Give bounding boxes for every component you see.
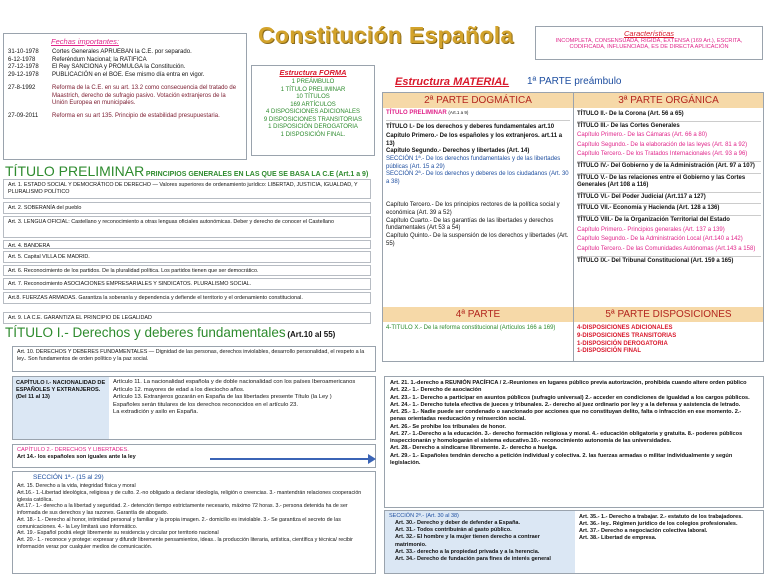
sec2-left-list (395, 520, 571, 563)
material-title: Estructura MATERIAL (395, 76, 510, 88)
sec2-label: SECCIÓN 2ª.- (Art. 30 al 38) (389, 513, 459, 519)
dogmatica-c1: Capítulo Primero.- De los españoles y los extranjeros. art.11 a 13) (386, 133, 563, 147)
fecha-text: Cortes Generales APRUEBAN la C.E. por separado. (52, 49, 192, 55)
art-item: Art. 22.- 1.- Derecho de asociación (390, 387, 482, 394)
art-item: Art. 25.- 1.- Nadie puede ser condenado o sancionado por acciones que no constituyan delito, falta o infracción en ese momento. 2.- penas orientadas reeducación y reinserción social. (390, 409, 742, 423)
quinta-item: 4-DISPOSICIONES ADICIONALES (577, 325, 673, 331)
cap1-item: La extradición y asilo en España. (113, 409, 199, 416)
fecha-item (8, 64, 242, 72)
fechas-box (3, 33, 247, 160)
arts21-box (384, 376, 764, 508)
reforma-item (8, 113, 242, 121)
fecha-text: PUBLICACIÓN en el BOE. Ese mismo día entra en vigor. (52, 71, 205, 78)
forma-item: 169 ARTÍCULOS (290, 101, 336, 108)
cap1-item: Artículo 13. Extranjeros gozarán en España de las libertades presente Título (la Ley ) (113, 394, 332, 401)
caracteristicas-line-1: INCOMPLETA, CONSENSUADA, RÍGIDA, EXTENSA (169 Art.), ESCRITA, (555, 38, 743, 44)
dogmatica-c3: Capítulo Tercero.- De los principios rectores de la política social y económica (Art. 39 a 52) (386, 202, 560, 217)
dogmatica-column (386, 110, 570, 248)
reforma-text: Reforma en su art 135. Principio de estabilidad presupuestaria. (52, 112, 220, 119)
organica-item: TÍTULO VII.- Economía y Hacienda (Art. 128 a 136) (577, 203, 761, 214)
reformas-list (8, 85, 242, 120)
dogmatica-header: 2ª PARTE DOGMÁTICA (383, 93, 573, 108)
cap2-label: CAPÍTULO 2.- DERECHOS Y LIBERTADES. (17, 447, 129, 453)
sec2-item: Art. 34.- Derecho de fundación para fines de interés general (395, 555, 551, 562)
fechas-title: Fechas importantes: (51, 37, 119, 46)
t1-title: TÍTULO I.- Derechos y deberes fundamentales (5, 325, 286, 340)
sec2-right-list (579, 514, 761, 543)
sec1-item: Art. 15. Derecho a la vida, integridad física y moral (17, 483, 136, 489)
fecha-text: Referéndum Nacional; la RATIFICA (52, 56, 147, 63)
fecha-item (8, 49, 242, 57)
cap1-item: Españoles serán titulares de los derechos reconocidos en el artículo 23. (113, 401, 298, 408)
art-item: Art. 26.- Se prohíbe los tribunales de honor. (390, 423, 506, 430)
tp-title: TÍTULO PRELIMINAR (5, 163, 145, 179)
fecha-item (8, 72, 242, 80)
sec2-item: Art. 37.- Derecho a negociación colectiva laboral. (579, 528, 708, 535)
tp-row: Art. 6. Reconocimiento de los partidos. De la pluralidad política. Los partidos tienen que ser democrático. (3, 265, 371, 276)
tp-heading (5, 163, 368, 179)
organica-item: Capítulo Tercero.- De los Tratados Internacionales (Art. 93 a 96) (577, 151, 748, 158)
cap1-label: CAPÍTULO I.- NACIONALIDAD DE ESPAÑOLES Y EXTRANJEROS. (Del 11 al 13) (16, 380, 106, 401)
forma-item: 4 DISPOSICIONES ADICIONALES (265, 109, 361, 115)
organica-item: Capítulo Primero.- Principios generales (Art. 137 a 139) (577, 226, 725, 233)
forma-box (251, 65, 375, 156)
fecha-date: 27-12-1978 (8, 64, 39, 70)
sec1-label: SECCIÓN 1ª.- (15 al 29) (33, 474, 104, 481)
forma-title: Estructura FORMA (279, 68, 347, 77)
tp-row: Art. 4. BANDERA (3, 240, 371, 249)
fechas-list (8, 49, 242, 79)
organica-item: Capítulo Tercero.- De las Comunidades Autónomas (Art.143 a 158) (577, 245, 756, 252)
preambulo-label: 1ª PARTE preámbulo (527, 76, 622, 87)
quinta-item: 1-DISPOSICIÓN DEROGATORIA (577, 340, 668, 347)
quinta-list (577, 325, 676, 356)
sec2-box (384, 510, 764, 574)
fecha-date: 29-12-1978 (8, 71, 39, 78)
arrow-to-sec1 (210, 458, 370, 460)
sec1-item: Art.17.- 1.- derecho a la libertad y seguridad. 2.- detención tiempo estrictamente necesario, máximo 72 horas. 3.- persona detenida ha de ser informada de sus derechos y las razones. Garantía de abogado. (17, 503, 348, 517)
tp-row: Art. 2. SOBERANÍA del pueblo (3, 202, 371, 214)
tp-row: Art. 7. Reconocimiento ASOCIACIONES EMPRESARIALES Y SINDICATOS. PLURALISMO SOCIAL. (3, 278, 371, 290)
fecha-date: 6-12-1978 (8, 56, 36, 63)
dogmatica-s2: SECCIÓN 2ª.- De los derechos y deberes de los ciudadanos (Art. 30 a 38) (386, 171, 569, 185)
t1-arts: (Art.10 al 55) (287, 330, 336, 339)
sec1-item: Art. 19.- Español podrá elegir libremente su residencia y circular por territorio nacional (17, 530, 219, 537)
forma-item: 1 DISPOSICIÓN FINAL. (280, 131, 346, 138)
caracteristicas-line-2: CODIFICADA, INFLUENCIADA, ES DE DIRECTA APLICACIÓN (569, 44, 729, 50)
organica-item: TÍTULO IV.- Del Gobierno y de la Administración (Art. 97 a 107) (577, 161, 761, 172)
organica-item: TÍTULO III.- De las Cortes Generales (577, 121, 761, 132)
reforma-date: 27-8-1992 (8, 85, 36, 91)
tp-row: Art.8. FUERZAS ARMADAS. Garantiza la soberanía y dependencia y defiende el territorio y el ordenamiento constitucional. (3, 292, 371, 304)
quinta-header: 5ª PARTE DISPOSICIONES (574, 307, 763, 322)
t1-heading (5, 325, 335, 340)
organica-item: TÍTULO VI.- Del Poder Judicial (Art.117 a 127) (577, 192, 761, 203)
sec2-left (385, 511, 575, 573)
dogmatica-c2: Capítulo Segundo.- Derechos y libertades (Art. 14) (386, 148, 530, 155)
caracteristicas-box (535, 26, 763, 60)
art-item: Art. 24.- 1.- Derecho tutela efectiva de jueces y tribunales. 2.- derecho al juez ordinario por ley y a la defensa y asistencia de letrado. (390, 401, 741, 408)
art-item: Art. 21. 1.-derecho a REUNIÓN PACÍFICA / 2.-Reuniones en lugares público previa autorización, prohibida cuando altere orden público (390, 380, 747, 386)
sec2-item: Art. 30.- Derecho y deber de defender a España. (395, 520, 521, 527)
organica-header: 3ª PARTE ORGÁNICA (574, 93, 763, 108)
art-item: Art. 23.- 1.- Derecho a participar en asuntos públicos (sufragio universal) 2.- acceder en condiciones de igualdad a los cargos públicos. (390, 394, 750, 401)
fecha-date: 31-10-1978 (8, 49, 39, 55)
cap2-box (12, 444, 376, 468)
fecha-text: El Rey SANCIONA y PROMULGA la Constitución. (52, 64, 186, 70)
sec2-item: Art. 31.- Todos contribuirán al gasto público. (395, 527, 512, 534)
dogmatica-c5: Capítulo Quinto.- De la suspensión de los derechos y libertades (Art. 55) (386, 232, 569, 247)
dogmatica-c4: Capítulo Cuarto.- De las garantías de las libertades y derechos fundamentales (Art 53 a 54) (386, 217, 554, 232)
forma-list (254, 79, 372, 139)
tp-subtitle: PRINCIPIOS GENERALES EN LAS QUE SE BASA LA C.E (Art.1 a 9) (145, 171, 369, 178)
dogmatica-tp: TÍTULO PRELIMINAR (Art.1 a 9) (386, 110, 570, 121)
cap1-box (12, 376, 376, 440)
sec1-item: Art. 20.- 1.- reconoce y protege: expresar y difundir libremente pensamientos, ideas.. la producción literaria, artística, científica y técnica/ recibir información veraz por cualquier medios de comunicación. (17, 537, 353, 550)
organica-item: TÍTULO V.- De las relaciones entre el Gobierno y las Cortes Generales (Art 108 a 116) (577, 173, 761, 191)
forma-item: 1 TÍTULO PRELIMINAR (280, 86, 346, 93)
forma-item: 9 DISPOSICIONES TRANSITORIAS (263, 116, 363, 123)
sec2-item: Art. 33.- derecho a la propiedad privada y a la herencia. (395, 548, 540, 555)
sec2-item: Art. 36.- ley.. Régimen jurídico de los colegios profesionales. (579, 521, 738, 528)
sec1-box (12, 471, 376, 574)
organica-item: TÍTULO VIII.- De la Organización Territorial del Estado (577, 215, 761, 226)
fecha-item (8, 57, 242, 65)
reforma-text: Reforma de la C.E. en su art. 13.2 como consecuencia del tratado de Maastrich, derecho de sufragio pasivo. Votación extranjeros de la Unión Europea en municipales. (52, 85, 237, 106)
arts21-list (390, 380, 758, 467)
tp-row: Art. 9. LA C.E. GARANTIZA EL PRINCIPIO DE LEGALIDAD (3, 312, 371, 324)
art-item: Art. 27.- 1.-Derecho a la educación. 3.- derecho formación religiosa y moral. 4.- educación obligatoria y gratuita. 8.- poderes públicos inspeccionarán y homologarán el sistema educativo.10.- reconocimiento autonomía de las universidades. (390, 430, 743, 445)
arrow-head (368, 454, 376, 464)
art10-box: Art. 10. DERECHOS Y DEBERES FUNDAMENTALES — Dignidad de las personas, derechos inviolables, desarrollo personalidad, el respeto a la ley.. Son fundamentos de orden político y la paz social. (12, 346, 376, 372)
organica-item: Capítulo Segundo.- De la elaboración de las leyes (Art. 81 a 92) (577, 141, 748, 148)
sec1-item: Art.16.- 1.-Libertad ideológica, religiosa y de culto. 2.-no obligado a declarar ideología, religión o creencias. 3.- mantendrán relaciones cooperación iglesia católica. (17, 489, 362, 503)
dogmatica-s1: SECCIÓN 1ª.- De los derechos fundamentales y de las libertades públicas (Art. 15 a 29) (386, 156, 561, 170)
sec1-item: Art. 18.- 1.- Derecho al honor, intimidad personal y familiar y la propia imagen. 2.- domicilio es inviolable. 3.- Se garantiza el secreto de las comunicaciones. 4.- la Ley limitará uso informático. (17, 516, 341, 530)
material-table (382, 92, 764, 362)
reforma-date: 27-09-2011 (8, 112, 39, 119)
organica-item: TÍTULO II.- De la Corona (Art. 56 a 65) (577, 111, 684, 117)
quinta-item: 9-DISPOSICIONES TRANSITORIAS (577, 332, 677, 339)
cuarta-text: 4-TITULO X.- De la reforma constitucional (Artículos 166 a 169) (386, 325, 556, 331)
quinta-item: 1-DISPOSICIÓN FINAL (577, 348, 642, 355)
organica-item: TÍTULO IX.- Del Tribunal Constitucional (Art. 159 a 165) (577, 256, 761, 267)
caracteristicas-title: Características (623, 29, 674, 38)
main-title: Constitución Española (258, 22, 514, 48)
art-item: Art. 29.- 1.- Españoles tendrán derecho a petición individual y colectiva. 2. las fuerzas armadas o militar individualmente y según legislación. (390, 452, 733, 466)
tp-row: Art. 5. Capital VILLA DE MADRID. (3, 251, 371, 263)
art14-text: Art 14.- los españoles son iguales ante la ley (17, 454, 136, 460)
organica-item: Capítulo Primero.- De las Cámaras (Art. 66 a 80) (577, 132, 708, 139)
dogmatica-t1: TÍTULO I.- De los derechos y deberes fundamentales art.10 (386, 123, 555, 130)
cap1-item: Artículo 11. La nacionalidad española y de doble nacionalidad con los países Iberoamericanos (113, 379, 356, 385)
sec2-item: Art. 38.- Libertad de empresa. (579, 535, 657, 542)
cuarta-header: 4ª PARTE (383, 307, 573, 322)
forma-item: 10 TÍTULOS (296, 94, 330, 100)
reforma-item (8, 85, 242, 108)
cap1-item: Artículo 12. mayores de edad a los dieciocho años. (113, 386, 245, 393)
organica-column (577, 110, 761, 266)
sec2-item: Art. 35.- 1.- Derecho a trabajar. 2.- estatuto de los trabajadores. (579, 514, 743, 520)
forma-item: 1 DISPOSICIÓN DEROGATORIA (268, 124, 358, 130)
cap1-list (109, 377, 375, 439)
sec2-item: Art. 32.- El hombre y la mujer tienen derecho a contraer matrimonio. (395, 534, 540, 548)
forma-item: 1 PREÁMBULO (291, 79, 335, 85)
art-item: Art. 28.- Derecho a sindicarse libremente. 2.- derecho a huelga. (390, 445, 558, 452)
tp-row: Art. 1. ESTADO SOCIAL Y DEMOCRÁTICO DE DERECHO — Valores superiores de ordenamiento jurídico: LIBERTAD, JUSTICIA, IGUALDAD, Y PLURALISMO POLÍTICO (3, 179, 371, 199)
tp-row: Art. 3. LENGUA OFICIAL: Castellano y reconocimiento a otras lenguas oficiales autonómicas. Deber y derecho de conocer el Castellano (3, 216, 371, 238)
sec1-list (17, 483, 371, 551)
organica-item: Capítulo Segundo.- De la Administración Local (Art.140 a 142) (577, 236, 743, 243)
